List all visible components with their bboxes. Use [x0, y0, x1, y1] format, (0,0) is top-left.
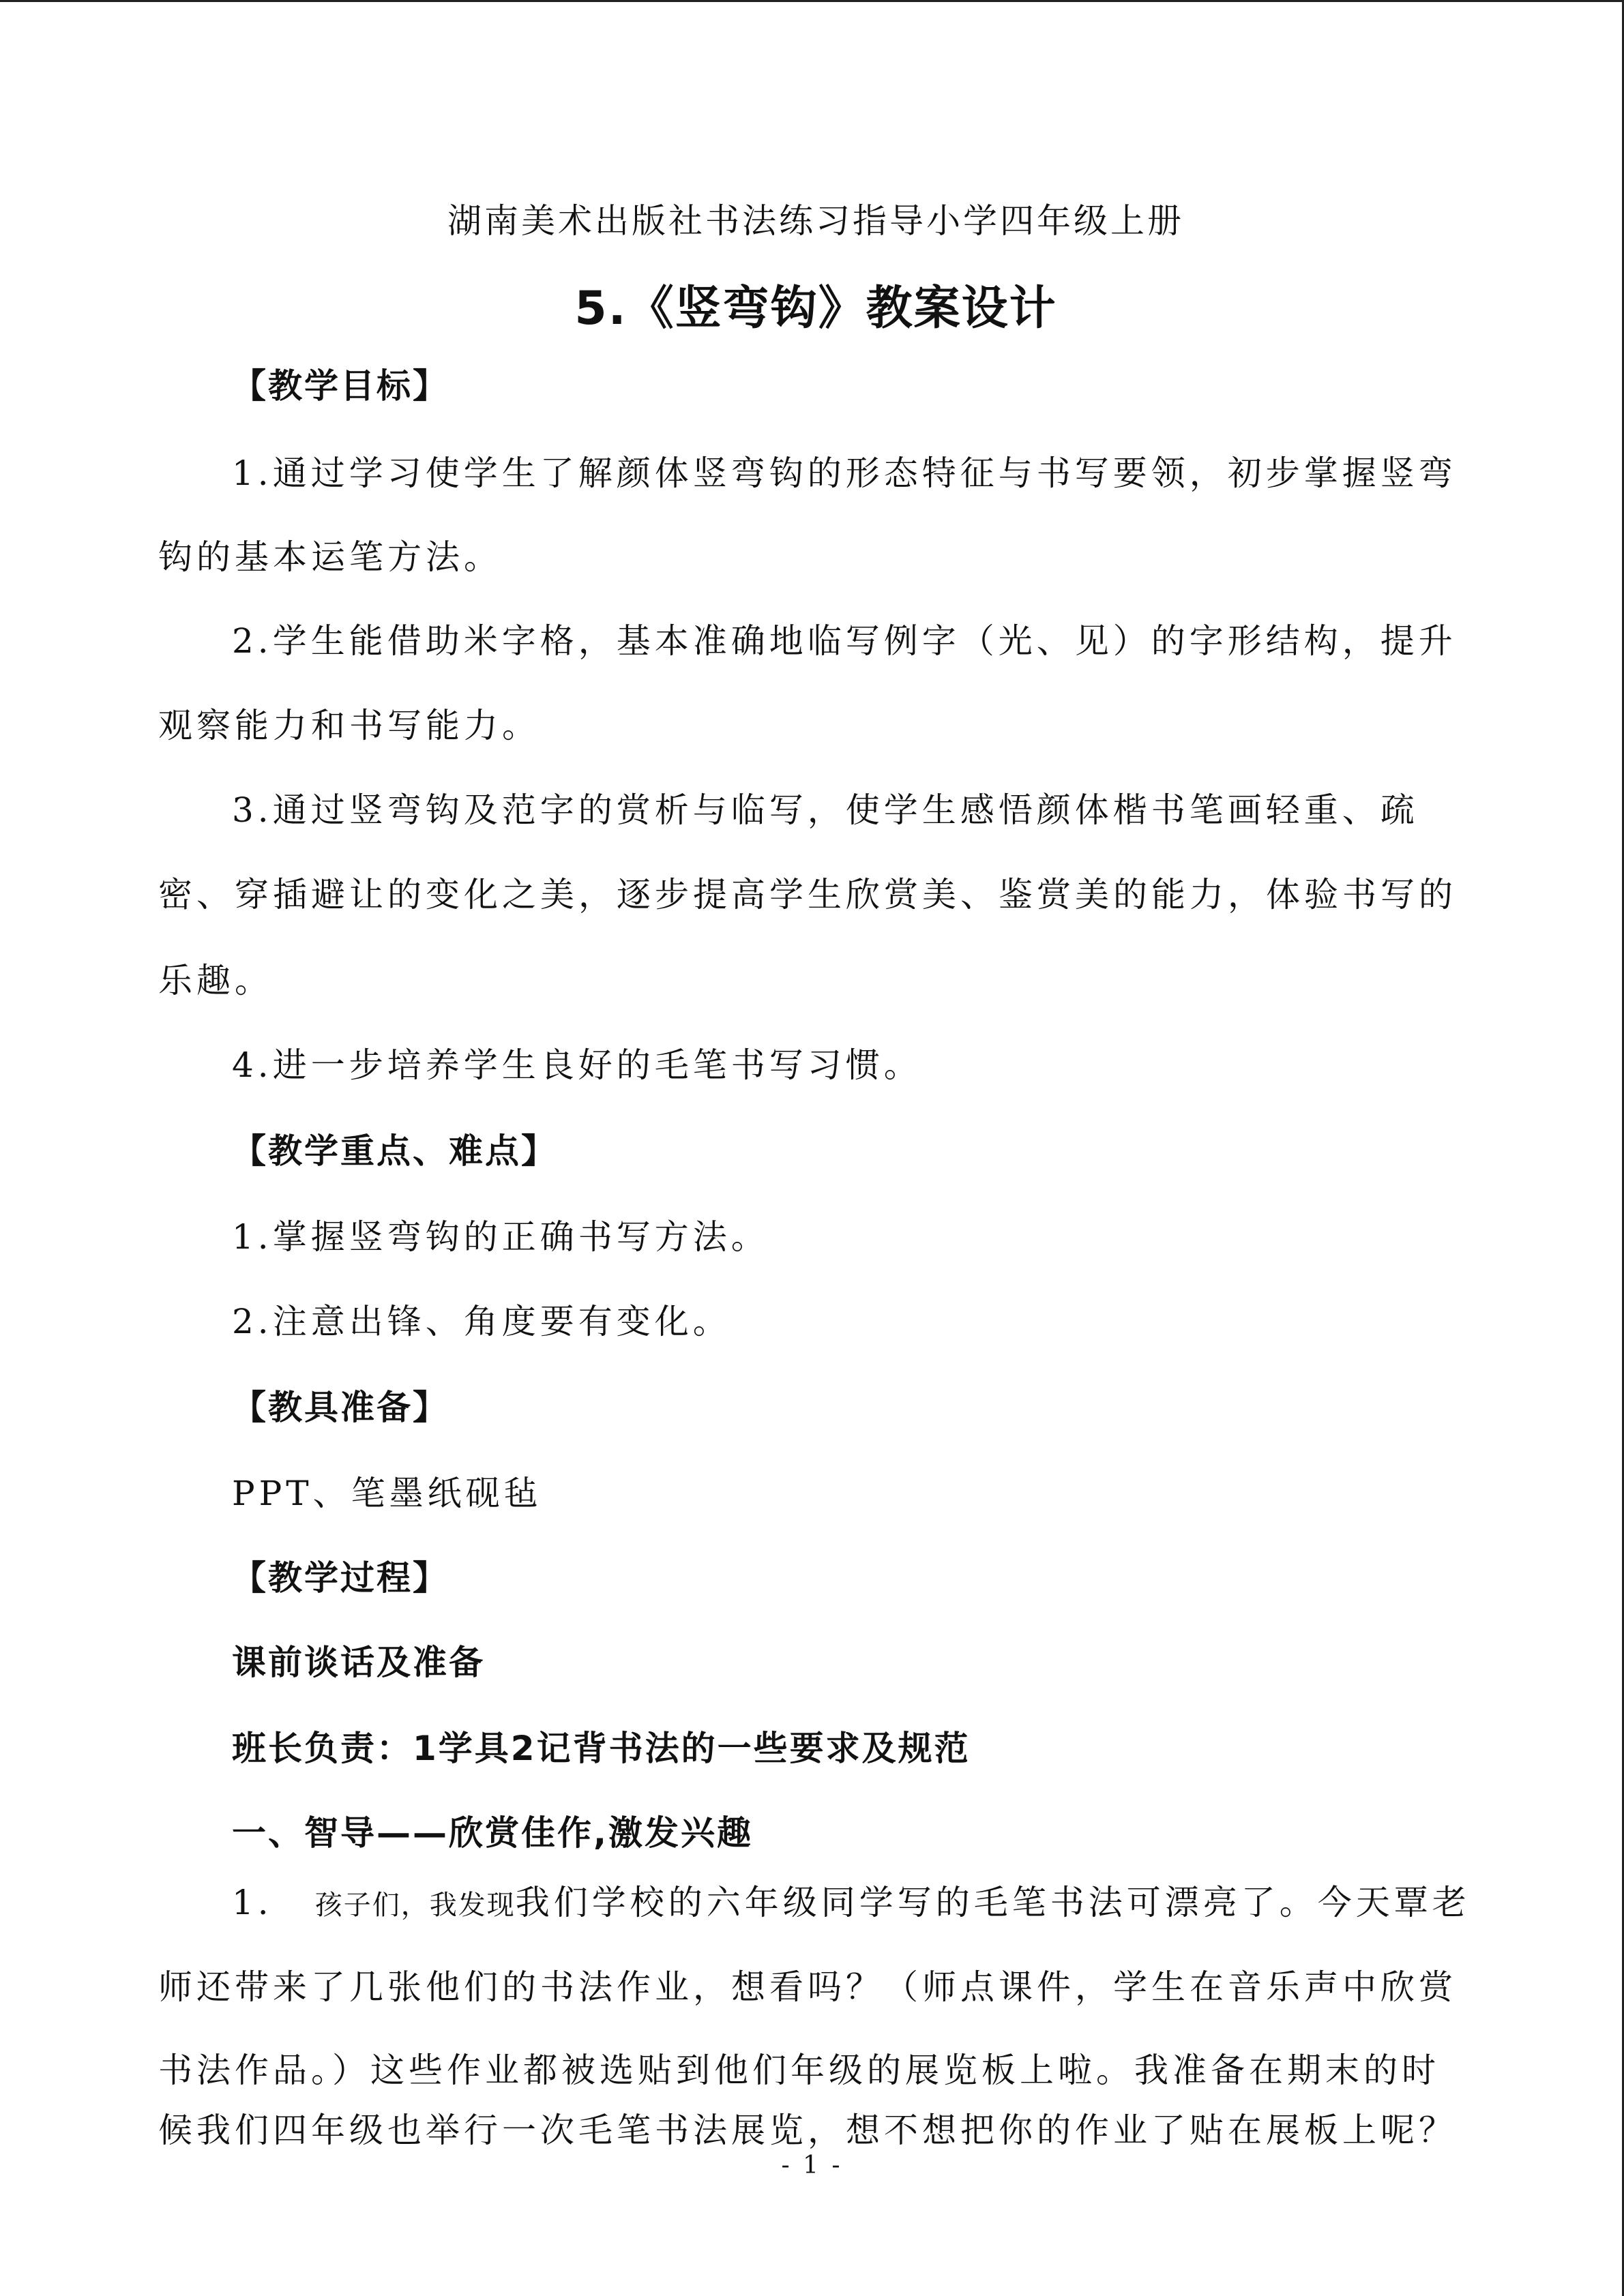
key-point-1: 1.掌握竖弯钩的正确书写方法。 — [232, 1217, 769, 1257]
page-number: - 1 - — [781, 2151, 843, 2179]
goal-1-line-1: 1.通过学习使学生了解颜体竖弯钩的形态特征与书写要领，初步掌握竖弯 — [232, 453, 1457, 493]
section-heading-tools: 【教具准备】 — [232, 1388, 449, 1427]
monitor-duty: 班长负责：1学具2记背书法的一些要求及规范 — [232, 1729, 971, 1768]
goal-1-line-2: 钩的基本运笔方法。 — [158, 537, 502, 577]
goal-4: 4.进一步培养学生良好的毛笔书写习惯。 — [232, 1045, 922, 1085]
paragraph-1-number: 1. — [232, 1883, 273, 1922]
section-heading-goals: 【教学目标】 — [232, 366, 449, 406]
goal-2-line-1: 2.学生能借助米字格，基本准确地临写例字（光、见）的字形结构，提升 — [232, 621, 1457, 661]
key-point-2: 2.注意出锋、角度要有变化。 — [232, 1302, 731, 1341]
section-heading-process: 【教学过程】 — [232, 1558, 449, 1598]
section-heading-key-points: 【教学重点、难点】 — [232, 1131, 557, 1171]
paragraph-1-text: 我们学校的六年级同学写的毛笔书法可漂亮了。今天覃老 — [515, 1883, 1471, 1922]
goal-3-line-3: 乐趣。 — [158, 961, 273, 1000]
paragraph-1-line-3: 书法作品。）这些作业都被选贴到他们年级的展览板上啦。我准备在期末的时 — [158, 2051, 1440, 2090]
pre-class-talk: 课前谈话及准备 — [232, 1643, 485, 1682]
paragraph-1-line-1 — [232, 1882, 1471, 1926]
paragraph-1-line-4: 候我们四年级也举行一次毛笔书法展览，想不想把你的作业了贴在展板上呢？ — [158, 2111, 1457, 2150]
tools-list: PPT、笔墨纸砚毡 — [232, 1474, 542, 1513]
paragraph-1-lead: 孩子们，我发现 — [314, 1890, 516, 1921]
goal-3-line-2: 密、穿插避让的变化之美，逐步提高学生欣赏美、鉴赏美的能力，体验书写的 — [158, 875, 1457, 914]
part-1-heading: 一、智导——欣赏佳作,激发兴趣 — [232, 1813, 753, 1853]
paragraph-1-line-2: 师还带来了几张他们的书法作业，想看吗？（师点课件，学生在音乐声中欣赏 — [158, 1967, 1457, 2007]
document-title: 5.《竖弯钩》教案设计 — [574, 282, 1057, 336]
goal-2-line-2: 观察能力和书写能力。 — [158, 706, 540, 745]
goal-3-line-1: 3.通过竖弯钩及范字的赏析与临写，使学生感悟颜体楷书笔画轻重、疏 — [232, 790, 1419, 830]
document-subtitle: 湖南美术出版社书法练习指导小学四年级上册 — [447, 201, 1184, 241]
